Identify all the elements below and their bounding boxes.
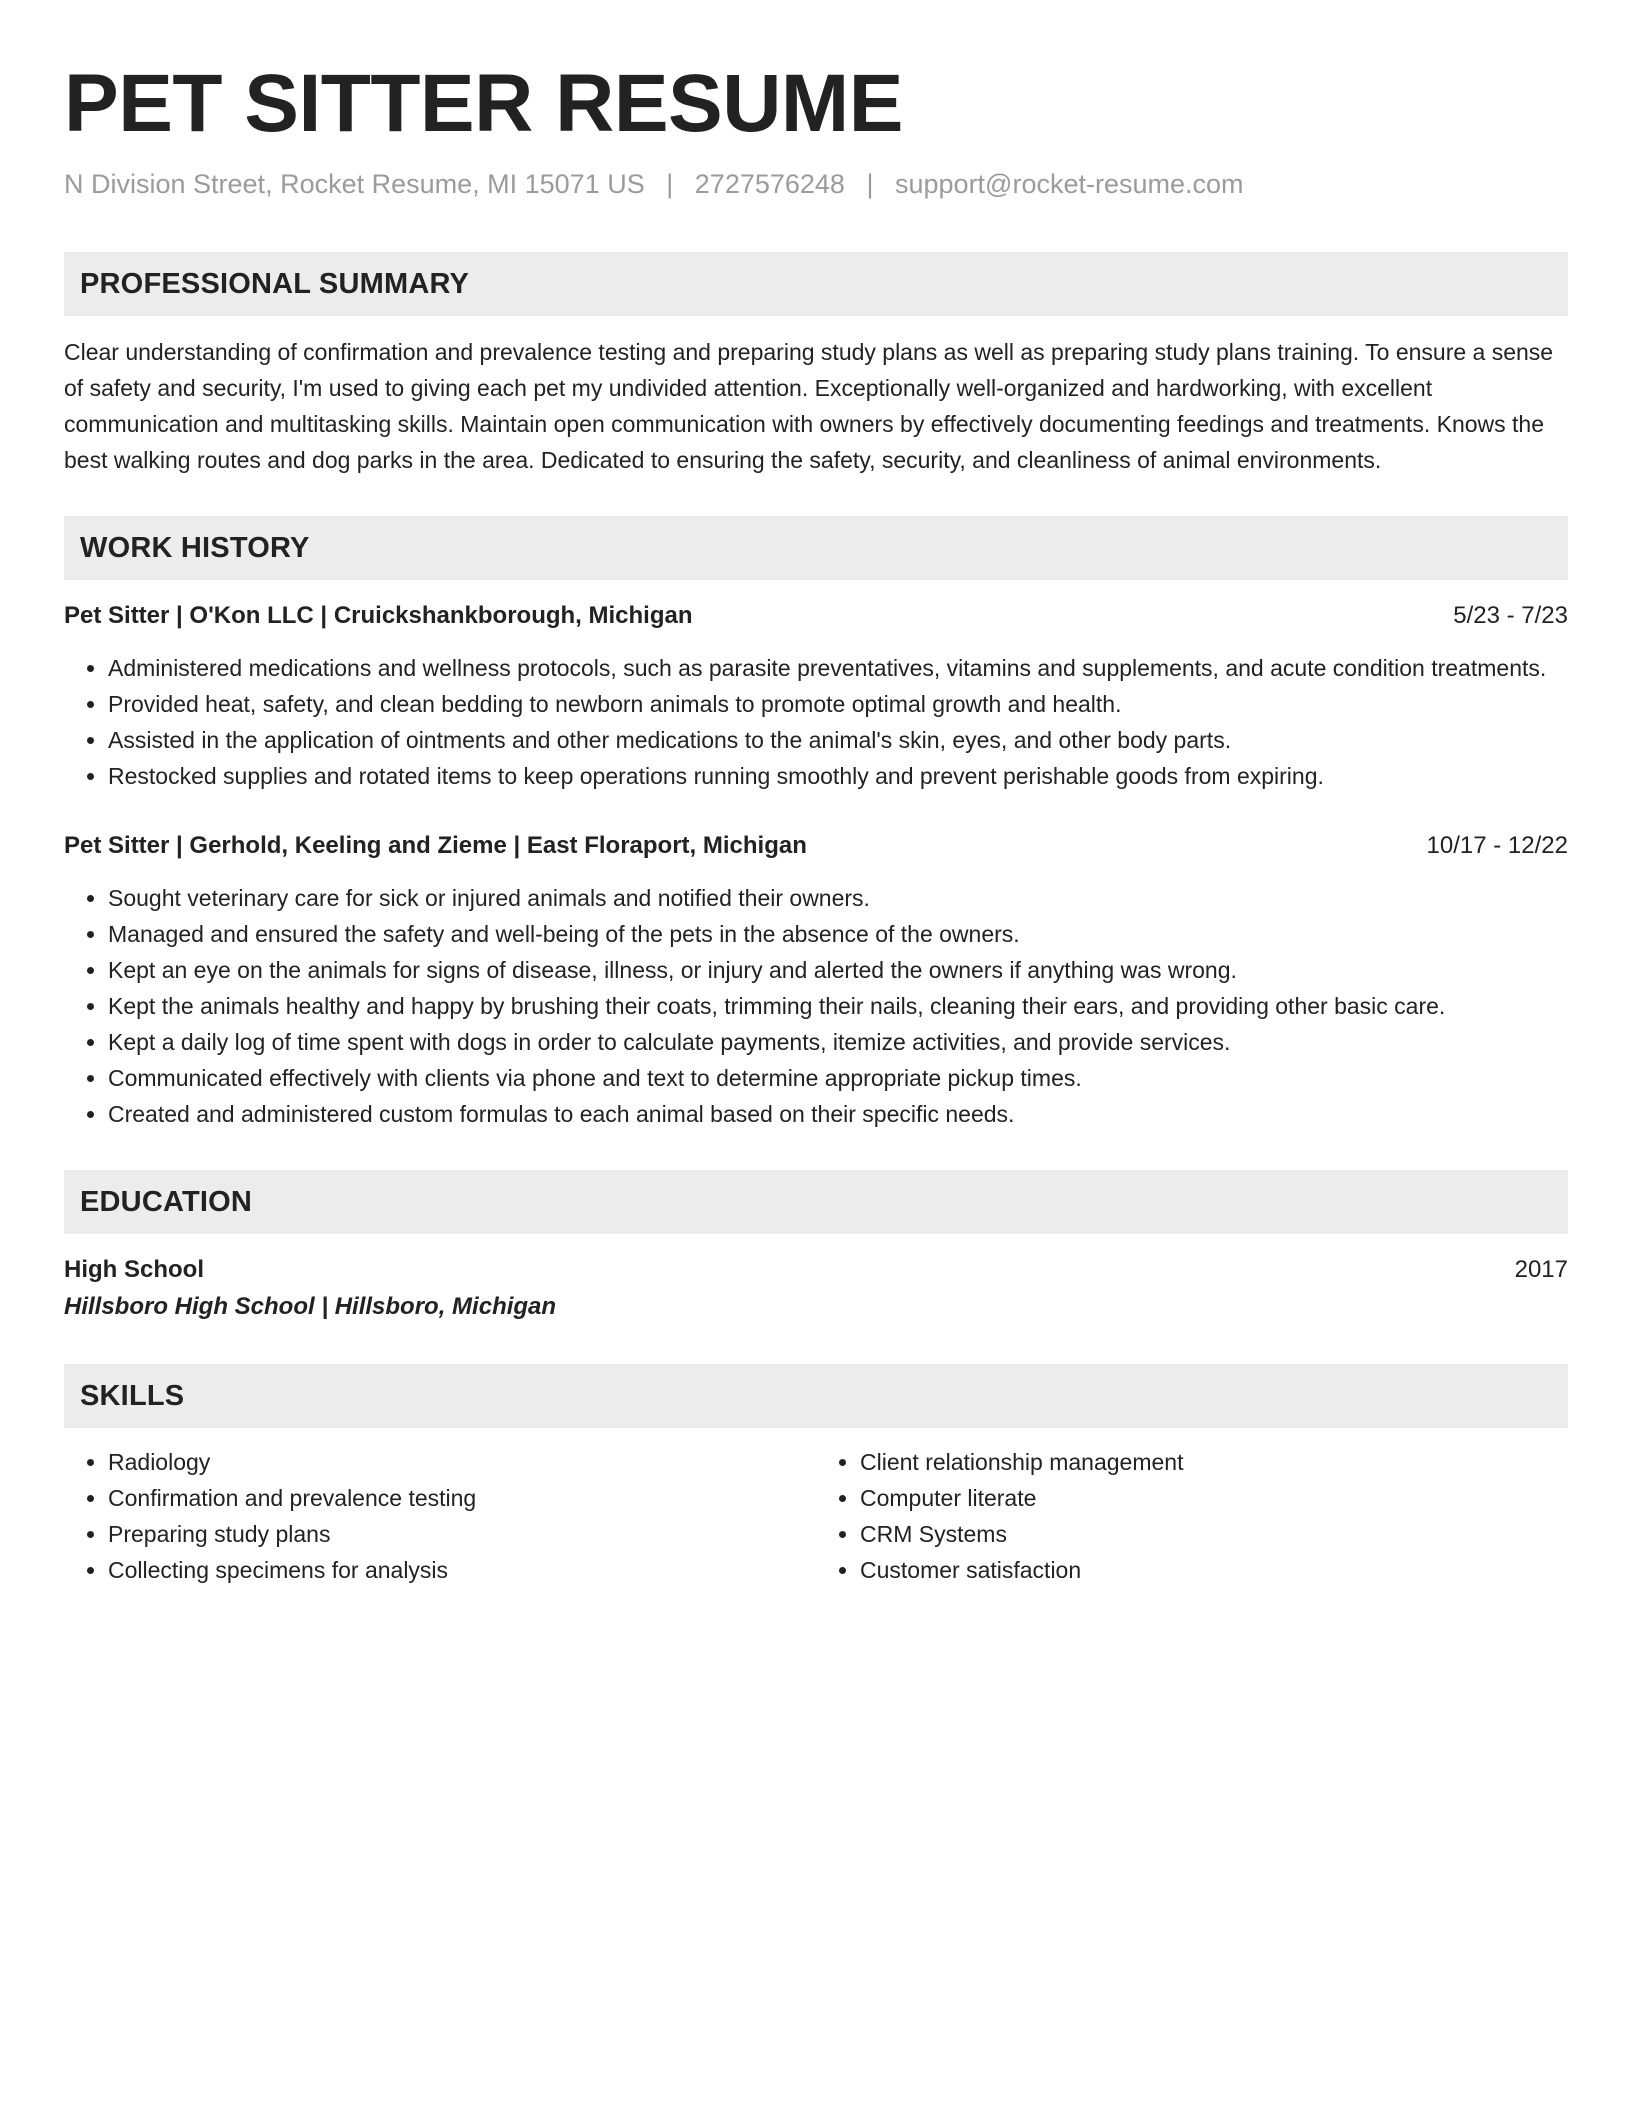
skill-item: • Collecting specimens for analysis bbox=[108, 1552, 816, 1588]
skills-column-left bbox=[64, 1444, 816, 1588]
resume-title: PET SITTER RESUME bbox=[64, 58, 903, 149]
job-bullet: • Kept a daily log of time spent with dogs in order to calculate payments, itemize activities, and provide services. bbox=[108, 1024, 1568, 1060]
job-bullet: • Restocked supplies and rotated items to keep operations running smoothly and prevent perishable goods from expiring. bbox=[108, 758, 1568, 794]
resume-page bbox=[64, 56, 1568, 1588]
skill-item: • Computer literate bbox=[860, 1480, 1568, 1516]
contact-address: N Division Street, Rocket Resume, MI 15071 US bbox=[64, 169, 645, 199]
skill-item: • Client relationship management bbox=[860, 1444, 1568, 1480]
job-bullet: • Kept the animals healthy and happy by brushing their coats, trimming their nails, cleaning their ears, and providing other basic care. bbox=[108, 988, 1568, 1024]
job-bullet: • Managed and ensured the safety and well-being of the pets in the absence of the owners. bbox=[108, 916, 1568, 952]
job-entry bbox=[64, 828, 1568, 1132]
contact-phone: 2727576248 bbox=[694, 169, 845, 199]
section-header-work-history: WORK HISTORY bbox=[64, 516, 1568, 580]
job-bullets bbox=[64, 880, 1568, 1132]
contact-separator: | bbox=[866, 169, 874, 199]
job-bullet: • Provided heat, safety, and clean bedding to newborn animals to promote optimal growth and health. bbox=[108, 686, 1568, 722]
section-header-summary: PROFESSIONAL SUMMARY bbox=[64, 252, 1568, 316]
skill-item: • Confirmation and prevalence testing bbox=[108, 1480, 816, 1516]
education-school: Hillsboro High School | Hillsboro, Michigan bbox=[64, 1293, 557, 1320]
contact-line bbox=[64, 166, 1568, 202]
summary-text: Clear understanding of confirmation and prevalence testing and preparing study plans as well as preparing study plans training. To ensure a sense of safety and security, I'm used to giving each pet my undivided attention. Exceptionally well-organized and hardworking, with excellent communication and multitasking skills. Maintain open communication with owners by effectively documenting feedings and treatments. Knows the best walking routes and dog parks in the area. Dedicated to ensuring the safety, security, and cleanliness of animal environments. bbox=[64, 339, 1554, 473]
job-entry bbox=[64, 598, 1568, 794]
job-bullet: • Assisted in the application of ointments and other medications to the animal's skin, eyes, and other body parts. bbox=[108, 722, 1568, 758]
job-header bbox=[64, 598, 1568, 634]
job-title: Pet Sitter | Gerhold, Keeling and Zieme | East Floraport, Michigan bbox=[64, 832, 807, 859]
section-header-education: EDUCATION bbox=[64, 1170, 1568, 1234]
education-degree: High School bbox=[64, 1256, 204, 1283]
contact-separator: | bbox=[666, 169, 674, 199]
job-bullets bbox=[64, 650, 1568, 794]
education-entry bbox=[64, 1252, 1568, 1326]
job-bullet: • Kept an eye on the animals for signs of disease, illness, or injury and alerted the owners if anything was wrong. bbox=[108, 952, 1568, 988]
job-header bbox=[64, 828, 1568, 864]
skill-item: • Preparing study plans bbox=[108, 1516, 816, 1552]
job-title: Pet Sitter | O'Kon LLC | Cruickshankborough, Michigan bbox=[64, 602, 693, 629]
skill-item: • Radiology bbox=[108, 1444, 816, 1480]
section-header-skills: SKILLS bbox=[64, 1364, 1568, 1428]
job-dates: 5/23 - 7/23 bbox=[1453, 602, 1568, 629]
skills-list bbox=[64, 1444, 1568, 1588]
job-bullet: • Created and administered custom formulas to each animal based on their specific needs. bbox=[108, 1096, 1568, 1132]
contact-email: support@rocket-resume.com bbox=[895, 169, 1244, 199]
skill-item: • CRM Systems bbox=[860, 1516, 1568, 1552]
education-header bbox=[64, 1252, 1568, 1288]
skill-item: • Customer satisfaction bbox=[860, 1552, 1568, 1588]
job-dates: 10/17 - 12/22 bbox=[1426, 832, 1568, 859]
job-bullet: • Sought veterinary care for sick or injured animals and notified their owners. bbox=[108, 880, 1568, 916]
job-bullet: • Communicated effectively with clients via phone and text to determine appropriate pickup times. bbox=[108, 1060, 1568, 1096]
skills-column-right bbox=[816, 1444, 1568, 1588]
job-bullet: • Administered medications and wellness protocols, such as parasite preventatives, vitamins and supplements, and acute condition treatments. bbox=[108, 650, 1568, 686]
education-year: 2017 bbox=[1514, 1256, 1568, 1283]
